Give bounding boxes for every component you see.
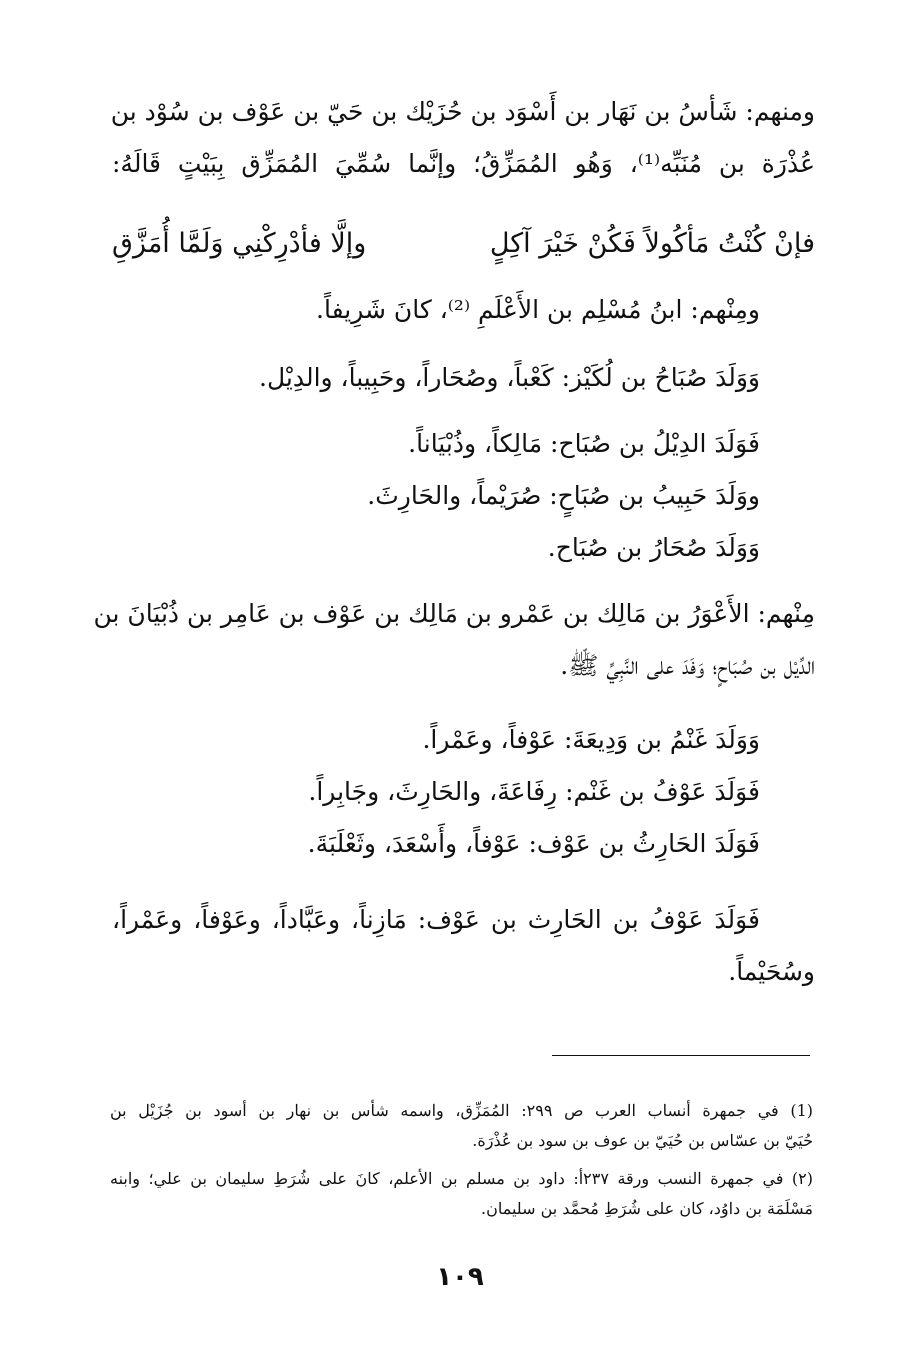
paragraph-line: وَوَلَدَ غَنْمُ بن وَدِيعَةَ: عَوْفاً، وعَمْراً.	[422, 725, 760, 754]
footnote-separator	[552, 1055, 810, 1056]
paragraph-line: الدِّيْل بن صُبَاحٍ؛ وَفَدَ على النَّبِيِّ ﷺ.	[560, 651, 815, 680]
poetry-verse	[112, 222, 815, 266]
verse-first-hemistich: فإنْ كُنْتُ مَأكُولاً فَكُنْ خَيْرَ آكِلٍ	[489, 228, 815, 259]
paragraph-line: ووَلَدَ حَبِيبُ بن صُبَاحٍ: صُرَيْماً، والحَارِثَ.	[367, 481, 760, 510]
paragraph-line: وَوَلَدَ صُحَارُ بن صُبَاح.	[547, 533, 760, 562]
footnote-line: (٢) في جمهرة النسب ورقة ٢٣٧أ: داود بن مسلم بن الأعلم، كانَ على شُرَطِ سليمان بن علي؛ وابنه	[110, 1169, 813, 1188]
paragraph-line: وَوَلَدَ صُبَاحُ بن لُكَيْز: كَعْباً، وصُحَاراً، وحَبِيباً، والدِيْل.	[259, 363, 760, 392]
paragraph-line: ومنهم: شَأسُ بن نَهَار بن أَسْوَد بن حُزَيْك بن حَيّ بن عَوْف بن سُوْد بن	[110, 97, 815, 126]
paragraph-line: وسُحَيْماً.	[728, 957, 815, 986]
paragraph-line: عُذْرَة بن مُنَبِّه⁽¹⁾، وَهُو المُمَزِّقُ؛ وإنَّما سُمِّيَ المُمَزِّق بِبَيْتٍ قَالَهُ:	[112, 149, 815, 178]
paragraph-line: فَوَلَدَ عَوْفُ بن الحَارِث بن عَوْف: مَازِناً، وعَبَّاداً، وعَوْفاً، وعَمْراً،	[112, 905, 760, 934]
paragraph-line: مِنْهم: الأَعْوَرُ بن مَالِك بن عَمْرو بن مَالِك بن عَوْف بن عَامِر بن ذُبْيَانَ بن	[93, 599, 815, 628]
paragraph-line: فَوَلَدَ عَوْفُ بن غَنْم: رِفَاعَةَ، والحَارِثَ، وجَابِراً.	[308, 777, 760, 806]
footnote-line: مَسْلَمَة بن داوُد، كان على شُرَطِ مُحمَّد بن سليمان.	[481, 1199, 813, 1218]
paragraph-line: ومِنْهم: ابنُ مُسْلِم بن الأَعْلَمِ ⁽²⁾، كانَ شَرِيفاً.	[316, 295, 760, 324]
paragraph-line: فَوَلَدَ الحَارِثُ بن عَوْف: عَوْفاً، وأَسْعَدَ، وثَعْلَبَةَ.	[307, 829, 760, 858]
footnote-line: حُيَيّ بن عسّاس بن حُيَيّ بن عوف بن سود بن عُذْرَة.	[472, 1131, 813, 1150]
page-number: ١٠٩	[436, 1262, 484, 1292]
verse-second-hemistich: وإلَّا فأدْرِكْنِي وَلَمَّا أُمَزَّقِ	[112, 228, 367, 259]
footnote-line: (1) في جمهرة أنساب العرب ص ٢٩٩: المُمَزِّق، واسمه شأس بن نهار بن أسود بن جُزَيْل بن	[110, 1101, 814, 1120]
paragraph-line: فَوَلَدَ الدِيْلُ بن صُبَاح: مَالِكاً، وذُبْيَاناً.	[408, 429, 760, 458]
